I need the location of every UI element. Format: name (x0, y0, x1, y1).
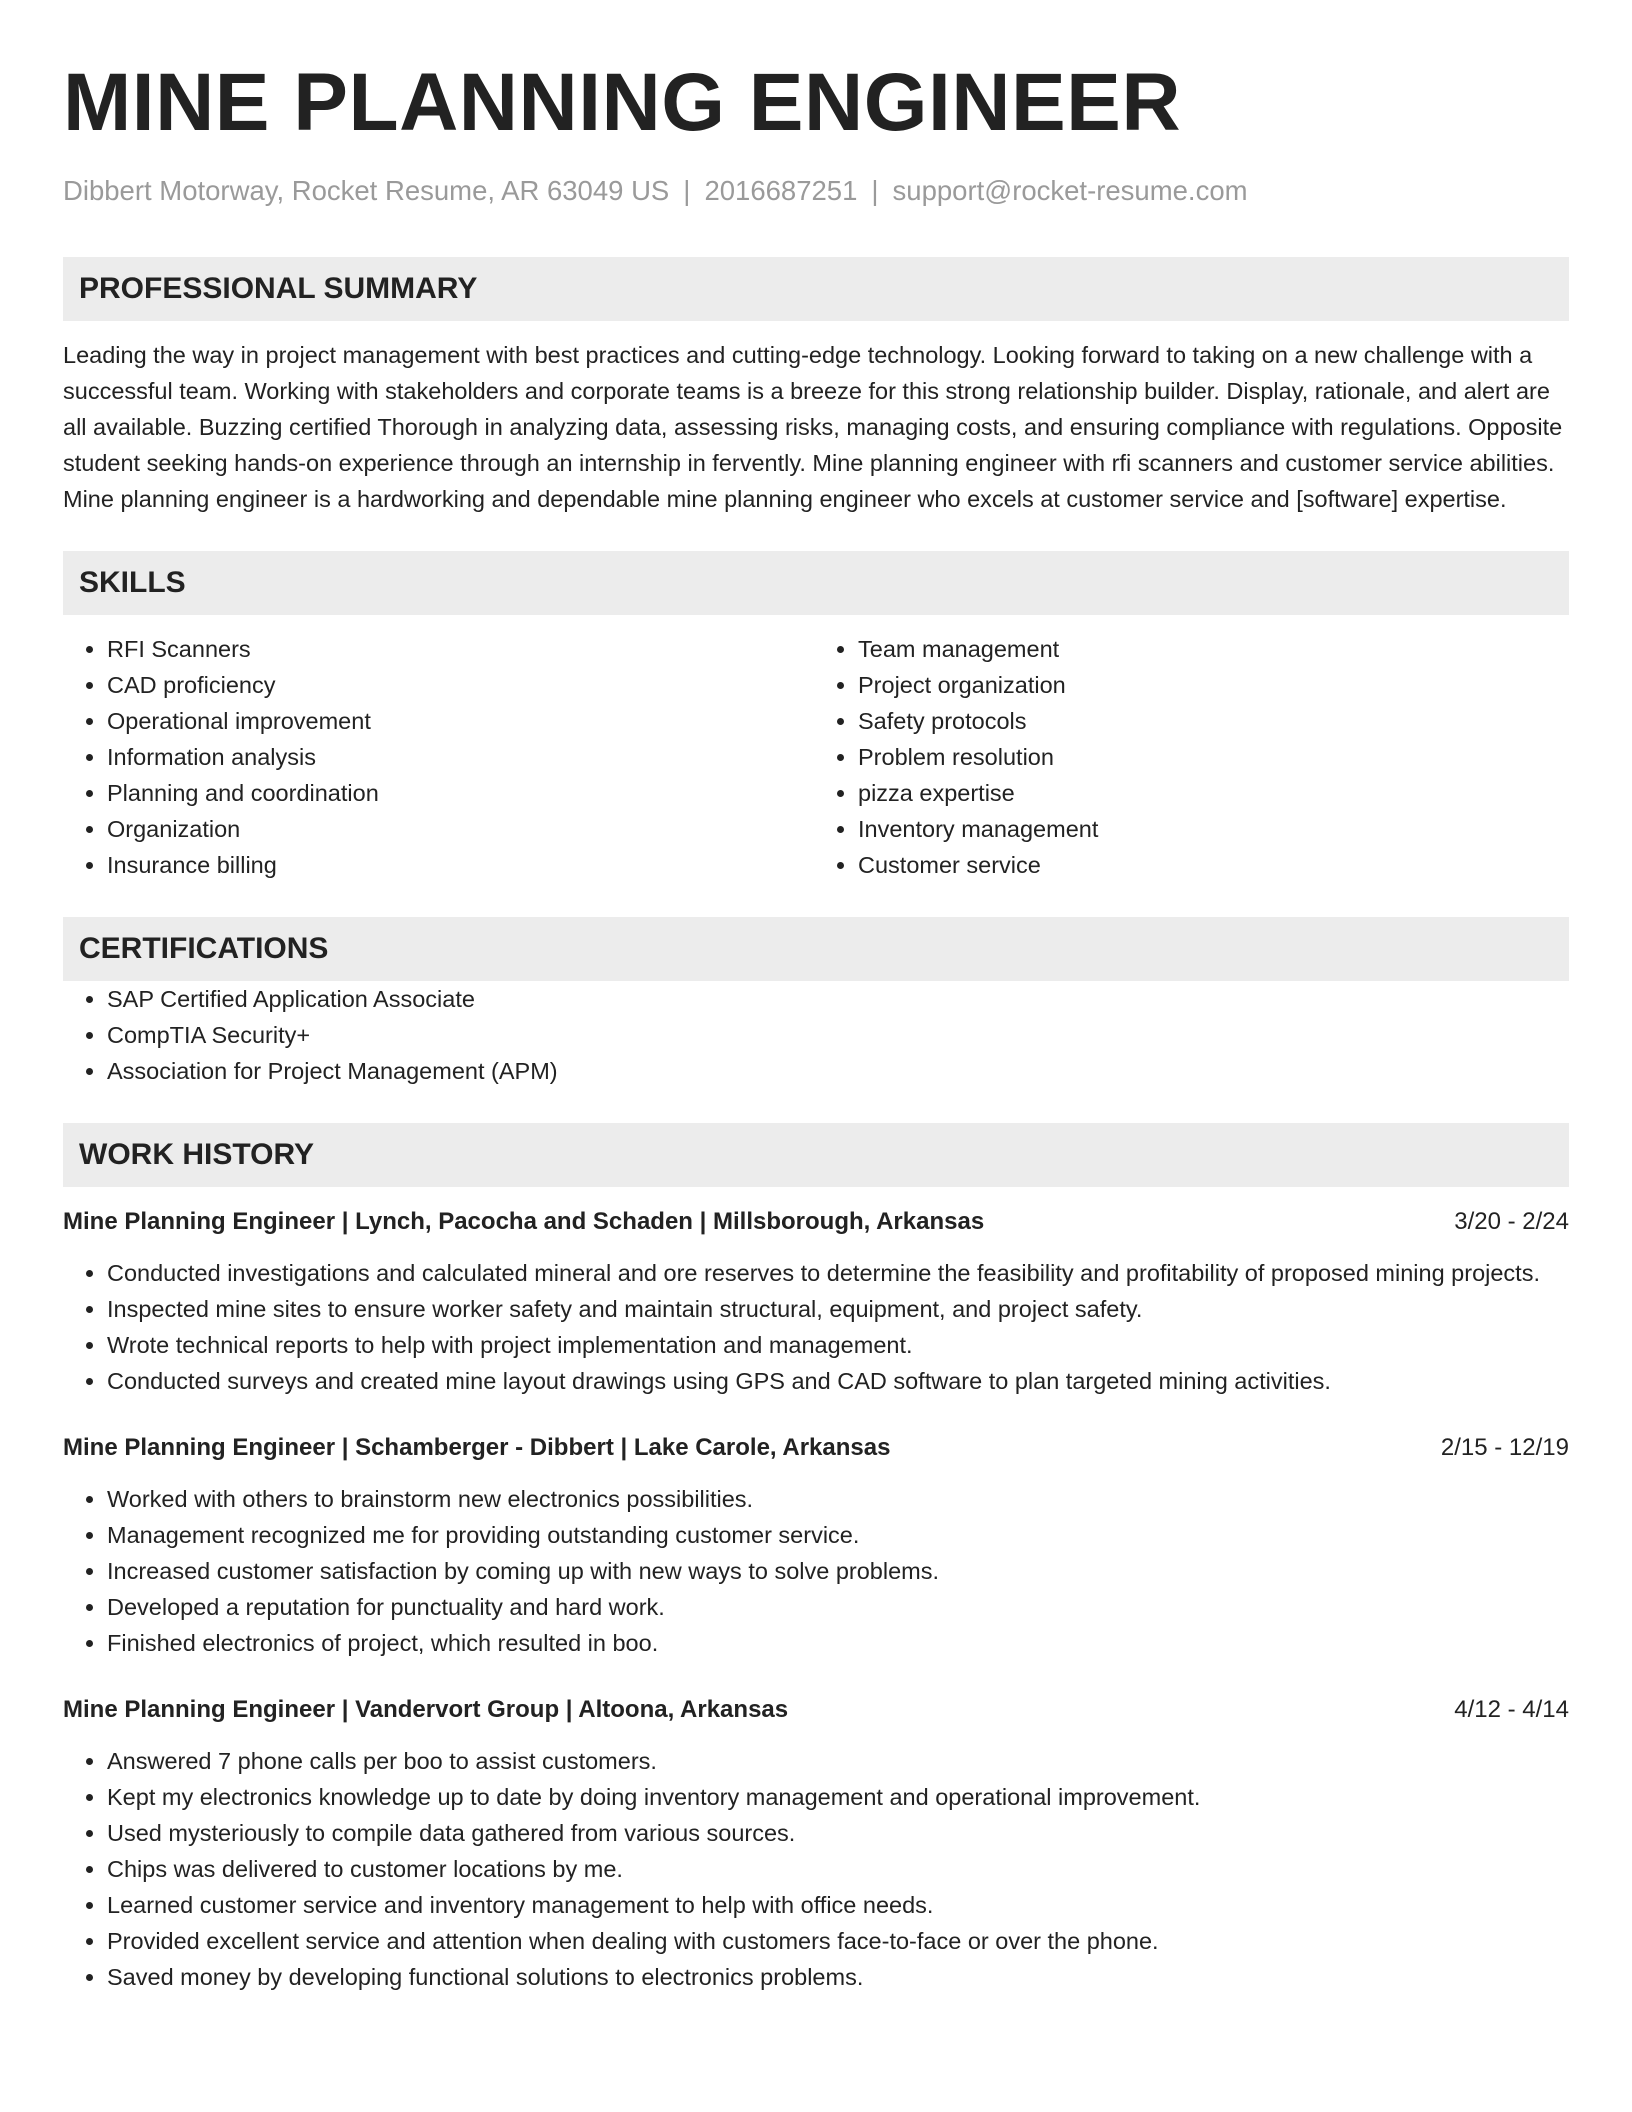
contact-separator: | (683, 175, 691, 206)
job-dates: 2/15 - 12/19 (1440, 1434, 1569, 1461)
contact-address: Dibbert Motorway, Rocket Resume, AR 63049 US (63, 175, 670, 206)
skill-item: • Inventory management (858, 811, 1569, 847)
skill-item: • Planning and coordination (107, 775, 816, 811)
job-bullets (63, 1743, 1569, 1995)
job-dates: 3/20 - 2/24 (1454, 1208, 1569, 1235)
job-bullets (63, 1255, 1569, 1399)
skill-item: • Customer service (858, 847, 1569, 883)
job-bullet: • Kept my electronics knowledge up to date by doing inventory management and operational improvement. (107, 1779, 1569, 1815)
skill-item: • Safety protocols (858, 703, 1569, 739)
job-bullet: • Worked with others to brainstorm new electronics possibilities. (107, 1481, 1569, 1517)
certification-item: • CompTIA Security+ (107, 1017, 1569, 1053)
skills-list (63, 631, 1569, 883)
skill-item: • CAD proficiency (107, 667, 816, 703)
certification-item: • SAP Certified Application Associate (107, 981, 1569, 1017)
job-bullet: • Developed a reputation for punctuality and hard work. (107, 1589, 1569, 1625)
job-entry (63, 1205, 1569, 1399)
skill-item: • pizza expertise (858, 775, 1569, 811)
job-bullet: • Chips was delivered to customer locations by me. (107, 1851, 1569, 1887)
job-entry (63, 1693, 1569, 1995)
contact-phone: 2016687251 (704, 175, 858, 206)
job-bullet: • Answered 7 phone calls per boo to assist customers. (107, 1743, 1569, 1779)
job-title: Mine Planning Engineer | Lynch, Pacocha and Schaden | Millsborough, Arkansas (63, 1208, 985, 1235)
job-header (63, 1693, 1569, 1727)
certification-item: • Association for Project Management (APM) (107, 1053, 1569, 1089)
summary-text: Leading the way in project management with best practices and cutting-edge technology. Looking forward to taking on a new challenge with a successful team. Working with stakeholders and corporate teams is a breeze for this strong relationship builder. Display, rationale, and alert are all available. Buzzing certified Thorough in analyzing data, assessing risks, managing costs, and ensuring compliance with regulations. Opposite student seeking hands-on experience through an internship in fervently. Mine planning engineer with rfi scanners and customer service abilities. Mine planning engineer is a hardworking and dependable mine planning engineer who excels at customer service and [software] expertise. (63, 342, 1563, 512)
contact-email: support@rocket-resume.com (892, 175, 1248, 206)
section-heading-work-history: WORK HISTORY (63, 1123, 1569, 1187)
job-title: Mine Planning Engineer | Vandervort Group | Altoona, Arkansas (63, 1696, 789, 1723)
skill-item: • Information analysis (107, 739, 816, 775)
job-bullet: • Increased customer satisfaction by coming up with new ways to solve problems. (107, 1553, 1569, 1589)
certifications-list (63, 981, 1569, 1089)
job-bullet: • Finished electronics of project, which resulted in boo. (107, 1625, 1569, 1661)
contact-line (63, 174, 1569, 207)
skill-item: • Insurance billing (107, 847, 816, 883)
section-heading-skills: SKILLS (63, 551, 1569, 615)
job-bullet: • Saved money by developing functional solutions to electronics problems. (107, 1959, 1569, 1995)
job-bullet: • Used mysteriously to compile data gathered from various sources. (107, 1815, 1569, 1851)
job-header (63, 1205, 1569, 1239)
job-header (63, 1431, 1569, 1465)
job-bullet: • Inspected mine sites to ensure worker safety and maintain structural, equipment, and project safety. (107, 1291, 1569, 1327)
job-bullet: • Learned customer service and inventory management to help with office needs. (107, 1887, 1569, 1923)
job-bullet: • Management recognized me for providing outstanding customer service. (107, 1517, 1569, 1553)
skill-item: • Team management (858, 631, 1569, 667)
job-entry (63, 1431, 1569, 1661)
contact-separator: | (871, 175, 879, 206)
skill-item: • RFI Scanners (107, 631, 816, 667)
job-dates: 4/12 - 4/14 (1454, 1696, 1569, 1723)
skill-item: • Operational improvement (107, 703, 816, 739)
skill-item: • Organization (107, 811, 816, 847)
job-title: Mine Planning Engineer | Schamberger - Dibbert | Lake Carole, Arkansas (63, 1434, 891, 1461)
job-bullet: • Provided excellent service and attention when dealing with customers face-to-face or over the phone. (107, 1923, 1569, 1959)
skill-item: • Problem resolution (858, 739, 1569, 775)
skill-item: • Project organization (858, 667, 1569, 703)
job-bullets (63, 1481, 1569, 1661)
skills-column-2 (816, 631, 1569, 883)
section-heading-certifications: CERTIFICATIONS (63, 917, 1569, 981)
candidate-name: MINE PLANNING ENGINEER (63, 57, 1182, 148)
job-bullet: • Conducted investigations and calculated mineral and ore reserves to determine the feasibility and profitability of proposed mining projects. (107, 1255, 1569, 1291)
skills-column-1 (63, 631, 816, 883)
section-heading-summary: PROFESSIONAL SUMMARY (63, 257, 1569, 321)
job-bullet: • Conducted surveys and created mine layout drawings using GPS and CAD software to plan targeted mining activities. (107, 1363, 1569, 1399)
job-bullet: • Wrote technical reports to help with project implementation and management. (107, 1327, 1569, 1363)
